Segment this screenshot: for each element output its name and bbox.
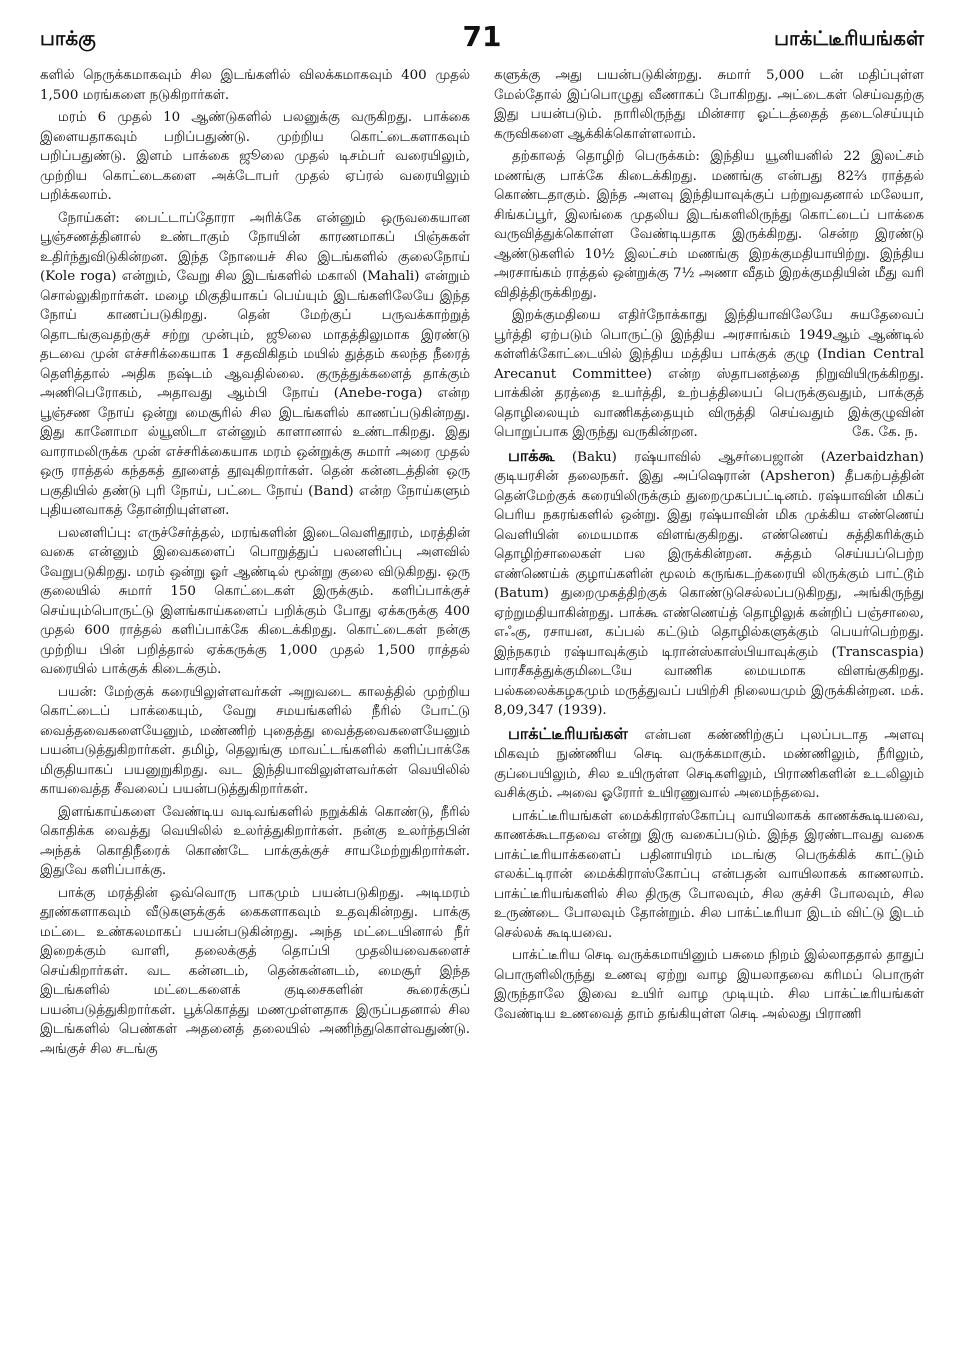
entry-text: என்பன கண்ணிற்குப் புலப்படாத அளவு மிகவும் நுண்ணிய செடி வருக்கமாகும். மண்ணிலும், நீரிலும், குப்பையிலும், சில உயிருள்ள செடிகளிலும், பிராணிகளின் உடலிலும் வசிக்கும். அவை ஓரோர் உயிரணுவால் அமைந்தவை.: [494, 727, 924, 801]
encyclopedia-entry-baku: [494, 446, 924, 721]
text-columns: [40, 66, 924, 1346]
entry-headword: பாக்ட்டீரியங்கள்: [508, 723, 628, 743]
page-header: [40, 20, 924, 66]
entry-text: (Baku) ரஷ்யாவில் ஆசர்பைஜான் (Azerbaidzhan) குடியரசின் தலைநகர். இது அப்ஷெரான் (Apsheron) தீபகற்பத்தின் தென்மேற்குக் கரையிலிருக்கும் துறைமுகப்பட்டினம். ரஷ்யாவின் மிகப் பெரிய நகரங்களில் ஒன்று. இது ரஷ்யாவின் மிக முக்கிய எண்ணெய் வெளியின் மையமாக விளங்குகிறது. எண்ணெய் சுத்திகரிக்கும் தொழிற்சாலைகள் பல இருக்கின்றன. சுத்தம் செய்யப்பெற்ற எண்ணெய்க் குழாய்களின் மூலம் கருங்கடற்கரையி லிருக்கும் பாட்டூம் (Batum) துறைமுகத்திற்குக் கொண்டுசெல்லப்படுகிறது, அங்கிருந்து ஏற்றுமதியாகின்றது. பாக்கூ எண்ணெய்த் தொழிலுக் கன்றிப் பஞ்சாலை, எஃகு, ரசாயன, கப்பல் கட்டும் தொழில்களுக்கும் பெயர்பெற்றது. இந்நகரம் ரஷ்யாவுக்கும் டிரான்ஸ்காஸ்பியாவுக்கும் (Transcaspia) பாரசீகத்துக்குமிடையே வாணிக மையமாக விளங்குகிறது. பல்கலைக்கழகமும் மருத்துவப் பயிற்சி நிலையமும் இருக்கின்றன. மக். 8,09,347 (1939).: [494, 449, 924, 718]
paragraph: பயன்: மேற்குக் கரையிலுள்ளவர்கள் அறுவடை காலத்தில் முற்றிய கொட்டைப் பாக்கையும், வேறு சமயங்களில் நீரில் போட்டு வைத்தவைகளையேனும், மண்ணிற் புதைத்து வைத்தவைகளையேனும் பயன்படுத்துகிறார்கள். தமிழ், தெலுங்கு மாவட்டங்களில் களிப்பாக்கே மிகுதியாகப் பயனுறுகிறது. வட இந்தியாவிலுள்ளவர்கள் வெயிலில் காயவைத்த சீவலைப் பயன்படுத்துகிறார்கள்.: [40, 684, 470, 797]
running-head-right: பாக்ட்டீரியங்கள்: [774, 26, 924, 50]
encyclopedia-entry-bacteria: [494, 724, 924, 804]
author-initials: கே. கே. ந.: [851, 425, 918, 440]
paragraph: இளங்காய்களை வேண்டிய வடிவங்களில் நறுக்கிக் கொண்டு, நீரில் கொதிக்க வைத்து வெயிலில் உலர்த்துகிறார்கள். நன்கு உலர்ந்தபின் அந்தக் கொதிநீரைக் கொண்டே பாக்குக்குச் சாயமேற்றுகிறார்கள். இதுவே களிப்பாக்கு.: [40, 804, 470, 878]
paragraph: களுக்கு அது பயன்படுகின்றது. சுமார் 5,000 டன் மதிப்புள்ள மேல்தோல் இப்பொழுது வீணாகப் போகிறது. அட்டைகள் செய்வதற்கு இது பயன்படும். நாரிலிருந்து மின்சார ஓட்டத்தைத் தடைசெய்யும் கருவிகளை ஆக்கிக்கொள்ளலாம்.: [494, 68, 924, 142]
paragraph: பாக்ட்டீரிய செடி வருக்கமாயினும் பசுமை நிறம் இல்லாததால் தாதுப் பொருளிலிருந்து உணவு ஏற்று வாழ இயலாதவை கரிமப் பொருள் இருந்தாலே இவை உயிர் வாழ முடியும். சில பாக்ட்டீரியங்கள் வேண்டிய உணவைத் தாம் தங்கியுள்ள செடி அல்லது பிராணி: [494, 948, 924, 1022]
paragraph: பாக்கு மரத்தின் ஒவ்வொரு பாகமும் பயன்படுகிறது. அடிமரம் தூண்களாகவும் வீடுகளுக்குக் கைகளாகவும் உதவுகின்றது. பாக்கு மட்டை உண்கலமாகப் பயன்படுகின்றது. அந்த மட்டையினால் நீர் இறைக்கும் வாளி, தலைக்குத் தொப்பி முதலியவைகளைச் செய்கிறார்கள். வட கன்னடம், தென்கன்னடம், மைசூர் இந்த இடங்களில் மட்டைகளைக் குடிசைகளின் கூரைக்குப் பயன்படுத்துகிறார்கள். பூக்கொத்து மணமுள்ளதாக இருப்பதனால் சில இடங்களில் பெண்கள் அதனைத் தலையில் அணிந்துகொள்வதுண்டு. அங்குச் சில சடங்கு: [40, 885, 470, 1057]
right-column: [494, 66, 924, 1346]
running-head-left: பாக்கு: [40, 26, 96, 50]
entry-headword: பாக்கூ: [508, 445, 555, 465]
paragraph: நோய்கள்: பைட்டாப்தோரா அரிக்கே என்னும் ஒருவகையான பூஞ்சணத்தினால் உண்டாகும் நோயின் காரணமாகப் பிஞ்சுகள் உதிர்ந்துவிடுகின்றன. இந்த நோயைச் சில இடங்களில் குலைநோய் (Kole roga) என்றும், வேறு சில இடங்களில் மகாலி (Mahali) என்றும் சொல்லுகிறார்கள். மழை மிகுதியாகப் பெய்யும் இடங்களிலேயே இந்த நோய் காணப்படுகிறது. தென் மேற்குப் பருவக்காற்றுத் தொடங்குவதற்குச் சற்று முன்பும், ஜூலை மாதத்திலுமாக இரண்டு தடவை முன் எச்சரிக்கையாக 1 சதவிகிதம் மயில் துத்தம் கலந்த நீரைத் தெளித்தால் அதிக நஷ்டம் ஆவதில்லை. குருத்துக்களைத் தாக்கும் அணிபெரோகம், அதாவது ஆம்பி நோய் (Anebe-roga) என்ற பூஞ்சண நோய் ஒன்று மைசூரில் சில இடங்களில் காணப்படுகின்றது. இது கானோமா ல்யூஸிடா என்னும் காளானால் உண்டாகிறது. இது வாராமலிருக்க முன் எச்சரிக்கையாக மரம் ஒன்றுக்கு சுமார் அரை முதல் ஒரு ராத்தல் கந்தகத் தூளைத் தூவுகிறார்கள். தென் கன்னடத்தின் ஒரு பகுதியில் தண்டு புரி நோய், பட்டை நோய் (Band) என்ற நோய்களும் புதியனவாகத் தோன்றியுள்ளன.: [40, 210, 470, 518]
paragraph: பாக்ட்டீரியங்கள் மைக்கிராஸ்கோப்பு வாயிலாகக் காணக்கூடியவை, காணக்கூடாதவை என்று இரு வகைப்படும். இந்த இரண்டாவது வகை பாக்ட்டீரியாக்களைப் பதினாயிரம் மடங்கு பெருக்கிக் காட்டும் எலக்ட்டிரான் மைக்கிராஸ்கோப்பு என்பதன் வாயிலாகக் காணலாம். பாக்ட்டீரியங்களில் சில திருகு போலவும், சில குச்சி போலவும், சில உருண்டை போலவும் தோன்றும். சில பாக்ட்டீரியா இடம் விட்டு இடம் செல்லக் கூடியவை.: [494, 808, 924, 941]
page-number: 71: [462, 20, 502, 53]
paragraph: களில் நெருக்கமாகவும் சில இடங்களில் விலக்கமாகவும் 400 முதல் 1,500 மரங்களை நடுகிறார்கள்.: [40, 68, 470, 103]
left-column: [40, 66, 470, 1346]
paragraph: மரம் 6 முதல் 10 ஆண்டுகளில் பலனுக்கு வருகிறது. பாக்கை இளையதாகவும் பறிப்பதுண்டு. முற்றிய கொட்டைகளாகவும் பறிப்பதுண்டு. இளம் பாக்கை ஜூலை முதல் டிசம்பர் வரையிலும், முற்றிய கொட்டைகளை அக்டோபர் முதல் ஏப்ரல் வரையிலும் பறிக்கலாம்.: [40, 110, 470, 203]
paragraph-text: இறக்குமதியை எதிர்நோக்காது இந்தியாவிலேயே சுயதேவைப் பூர்த்தி ஏற்படும் பொருட்டு இந்திய அரசாங்கம் 1949ஆம் ஆண்டில் கள்ளிக்கோட்டையில் இந்திய மத்திய பாக்குக் குழு (Indian Central Arecanut Committee) என்ற ஸ்தாபனத்தை நிறுவியிருக்கிறது. பாக்கின் தரத்தை உயர்த்தி, உற்பத்தியைப் பெருக்குவதும், பாக்குத் தொழிலையும் வாணிகத்தையும் விருத்தி செய்வதும் இக்குழுவின் பொறுப்பாக இருந்து வருகின்றன.: [494, 308, 924, 440]
paragraph: பலனளிப்பு: எருச்சேர்த்தல், மரங்களின் இடைவெளிதூரம், மரத்தின் வகை என்னும் இவைகளைப் பொறுத்துப் பலனளிப்பு அளவில் வேறுபடுகிறது. மரம் ஒன்று ஓர் ஆண்டில் மூன்று குலை விடுகிறது. ஒரு குலையில் சுமார் 150 கொட்டைகள் இருக்கும். களிப்பாக்குச் செய்யும்பொருட்டு இளங்காய்களைப் பறிக்கும் போது ஏக்கருக்கு 400 முதல் 600 ராத்தல் களிப்பாக்கே கிடைக்கிறது. கொட்டைகள் நன்கு முற்றிய பின் பறித்தால் ஏக்கருக்கு 1,000 முதல் 1,500 ராத்தல் வரையில் பாக்குக் கிடைக்கும்.: [40, 525, 470, 677]
paragraph: [494, 306, 924, 443]
paragraph: தற்காலத் தொழிற் பெருக்கம்: இந்திய யூனியனில் 22 இலட்சம் மணங்கு பாக்கே கிடைக்கிறது. மணங்கு என்பது 82⅔ ராத்தல் கொண்டதாகும். இந்த அளவு இந்தியாவுக்குப் பற்றுவதனால் மலேயா, சிங்கப்பூர், இலங்கை முதலிய இடங்களிலிருந்து கொட்டைப் பாக்கை வருவித்துக்கொள்ள வேண்டியதாக இருக்கிறது. சென்ற இரண்டு ஆண்டுகளில் 10½ இலட்சம் மணங்கு இறக்குமதியாயிற்று. இந்திய அரசாங்கம் ராத்தல் ஒன்றுக்கு 7½ அணா வீதம் இறக்குமதியின் மீது வரி விதித்திருக்கிறது.: [494, 149, 924, 301]
